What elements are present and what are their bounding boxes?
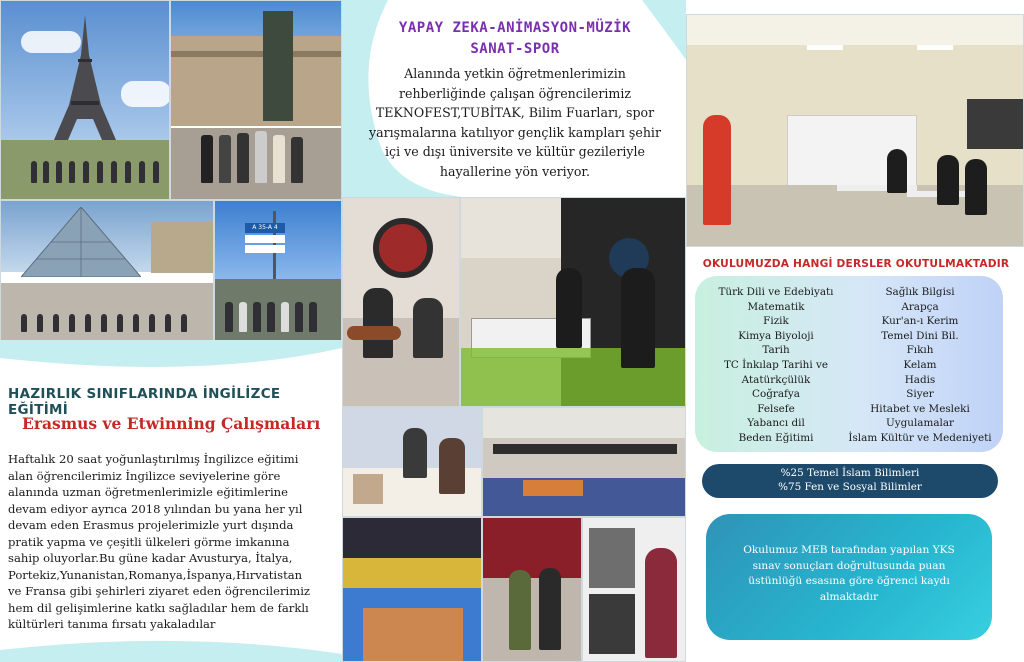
- art-text-line: TEKNOFEST,TUBİTAK, Bilim Fuarları, spor: [375, 105, 655, 120]
- ratio-line-islamic: %25 Temel İslam Bilimleri: [780, 467, 920, 479]
- course-item: Hadis: [904, 373, 936, 386]
- erasmus-heading: Erasmus ve Etwinning Çalışmaları: [22, 414, 321, 433]
- prep-text-line: hem dil gelişimlerine katkı sağladılar hem de farklı: [8, 600, 309, 615]
- courses-heading: OKULUMUZDA HANGİ DERSLER OKUTULMAKTADIR: [702, 258, 1010, 270]
- course-item: İslam Kültür ve Medeniyeti: [848, 431, 992, 444]
- art-heading-line-2: SANAT-SPOR: [470, 41, 560, 57]
- course-item: Kimya Biyoloji: [738, 329, 814, 342]
- course-item: TC İnkılap Tarihi ve: [723, 358, 829, 371]
- art-text-line: yarışmalarına katılıyor gençlik kampları şehir: [369, 124, 661, 140]
- course-item: Arapça: [901, 300, 939, 313]
- course-item: Türk Dili ve Edebiyatı: [718, 286, 834, 298]
- prep-text-line: devam ediyor ayrıca 2018 yılından bu yana her yıl: [8, 501, 303, 516]
- prep-text-line: alanında uzman öğretmenlerimizle eğitimlerine: [8, 485, 288, 499]
- course-item: Atatürkçülük: [741, 373, 811, 386]
- art-section-heading: [350, 18, 680, 60]
- admission-line: almaktadır: [819, 590, 879, 603]
- course-item: Fıkıh: [906, 344, 934, 357]
- admission-line: üstünlüğü esasına göre öğrenci kaydı: [748, 575, 950, 587]
- course-item: Fizik: [763, 315, 789, 328]
- art-heading-line-1: YAPAY ZEKA-ANİMASYON-MÜZİK: [398, 20, 632, 36]
- course-item: Siyer: [906, 388, 934, 401]
- photo-science-lab: [460, 197, 686, 407]
- courses-left-column: [701, 285, 851, 446]
- prep-section-heading: HAZIRLIK SINIFLARINDA İNGİLİZCE EĞİTİMİ: [8, 386, 281, 418]
- photo-street-sign: [214, 200, 342, 344]
- prep-text-line: kültürleri tanıma fırsatı yakaladılar: [8, 617, 216, 631]
- course-item: Sağlık Bilgisi: [885, 286, 955, 298]
- courses-box: [695, 276, 1003, 452]
- photo-music-art-room: [342, 197, 460, 407]
- course-item: Yabancı dil: [747, 417, 805, 430]
- photo-eiffel-tower: [0, 0, 170, 200]
- courses-right-column: [845, 285, 995, 446]
- pyramid-icon: [21, 207, 141, 277]
- photo-statue-square: [170, 0, 342, 200]
- curriculum-ratio-badge: [702, 464, 998, 498]
- photo-sports-hall: [342, 517, 482, 662]
- prep-text-line: alan öğrencilerimiz İngilizce seviyelerine göre: [8, 468, 281, 483]
- decorative-wave: [0, 340, 342, 380]
- course-item: Kur'an-ı Kerim: [881, 315, 959, 328]
- photo-exhibition: [582, 517, 686, 662]
- photo-award-ceremony: [482, 517, 582, 662]
- photo-louvre: [0, 200, 214, 344]
- prep-text-line: devam eden Erasmus projelerimizle yurt dışında: [8, 518, 294, 532]
- art-text-line: hayallerine yön veriyor.: [439, 163, 591, 179]
- course-item: Temel Dini Bil.: [881, 329, 959, 342]
- course-item: Hitabet ve Mesleki: [870, 402, 970, 415]
- course-item: Matematik: [747, 300, 805, 313]
- course-item: Felsefe: [757, 402, 795, 415]
- art-text-line: rehberliğinde çalışan öğrencilerimiz: [398, 85, 632, 101]
- prep-text-line: Haftalık 20 saat yoğunlaştırılmış İngilizce eğitimi: [8, 452, 299, 466]
- street-sign: A 35-A 4: [245, 223, 285, 233]
- eiffel-tower-icon: [49, 15, 121, 147]
- course-item: Tarih: [762, 344, 790, 357]
- prep-text-line: Portekiz,Yunanistan,Romanya,İspanya,Hırvatistan: [8, 567, 303, 582]
- prep-text-line: pratik yapma ve çeşitli ülkeleri görme imkanına: [8, 534, 290, 549]
- admission-line: sınav sonuçları doğrultusunda puan: [752, 559, 946, 572]
- prep-section-text: [8, 451, 338, 633]
- photo-art-class: [342, 407, 482, 517]
- photo-classroom: [686, 14, 1024, 247]
- art-section-text: [354, 64, 676, 181]
- admission-info-box: [706, 514, 992, 640]
- course-item: Coğrafya: [752, 388, 800, 401]
- course-item: Kelam: [903, 358, 937, 371]
- prep-text-line: ve Fransa gibi şehirleri ziyaret eden öğrencilerimiz: [8, 584, 311, 598]
- art-text-line: içi ve dışı üniversite ve kültür gezileriyle: [385, 144, 645, 159]
- ratio-line-science: %75 Fen ve Sosyal Bilimler: [778, 480, 922, 493]
- prep-text-line: sahip oluyorlar.Bu güne kadar Avusturya, İtalya,: [8, 551, 293, 565]
- course-item: Uygulamalar: [885, 417, 955, 430]
- decorative-wave-bottom: [0, 630, 342, 662]
- admission-line: Okulumuz MEB tarafından yapılan YKS: [743, 544, 955, 556]
- course-item: Beden Eğitimi: [738, 431, 814, 444]
- art-text-line: Alanında yetkin öğretmenlerimizin: [404, 66, 626, 81]
- photo-computer-lab: [482, 407, 686, 517]
